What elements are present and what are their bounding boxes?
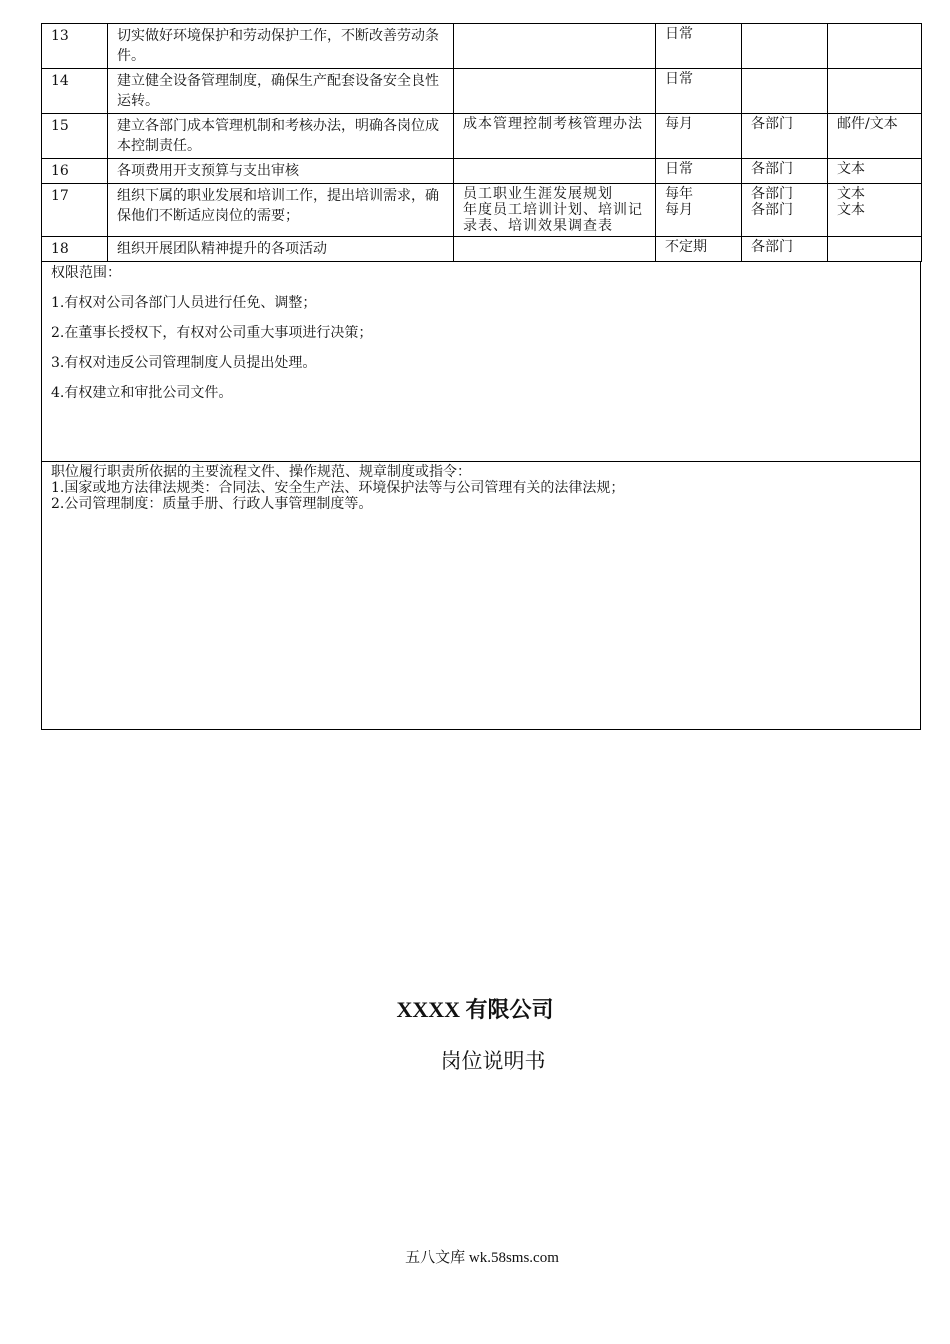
authority-item: 4.有权建立和审批公司文件。: [51, 385, 233, 401]
related-document: [454, 184, 656, 237]
row-number: 16: [42, 159, 108, 184]
table-row: [42, 69, 922, 114]
authority-item: 2.在董事长授权下，有权对公司重大事项进行决策；: [51, 325, 373, 341]
output-form-line: 文本: [837, 161, 865, 177]
department: [742, 114, 828, 159]
frequency: [656, 237, 742, 262]
duty-description: 组织开展团队精神提升的各项活动: [108, 237, 454, 262]
table-row: [42, 114, 922, 159]
frequency: [656, 24, 742, 69]
department: [742, 69, 828, 114]
output-form: [828, 24, 922, 69]
row-number: 17: [42, 184, 108, 237]
frequency-line: 日常: [665, 26, 693, 42]
authority-title: 权限范围：: [51, 265, 121, 281]
department-line: 各部门: [751, 186, 793, 202]
frequency-line: 不定期: [665, 239, 707, 255]
duty-description: 建立健全设备管理制度，确保生产配套设备安全良性运转。: [108, 69, 454, 114]
related-document: [454, 237, 656, 262]
row-number: 13: [42, 24, 108, 69]
table-row: [42, 24, 922, 69]
row-number: 14: [42, 69, 108, 114]
related-document: [454, 114, 656, 159]
related-document: [454, 159, 656, 184]
duties-table: [41, 23, 922, 262]
table-row: [42, 184, 922, 237]
document-title: 岗位说明书: [440, 1049, 546, 1073]
frequency-line: 日常: [665, 161, 693, 177]
output-form: [828, 159, 922, 184]
duty-description: 建立各部门成本管理机制和考核办法，明确各岗位成本控制责任。: [108, 114, 454, 159]
department: [742, 184, 828, 237]
related-document: [454, 69, 656, 114]
duty-sheet: [41, 23, 921, 730]
output-form-line: 文本: [837, 202, 865, 218]
basis-title: 职位履行职责所依据的主要流程文件、操作规范、规章制度或指令：: [51, 464, 471, 480]
table-row: [42, 237, 922, 262]
department-line: 各部门: [751, 202, 793, 218]
row-number: 18: [42, 237, 108, 262]
duty-description: 各项费用开支预算与支出审核: [108, 159, 454, 184]
footer-watermark: 五八文库 wk.58sms.com: [405, 1250, 559, 1266]
row-number: 15: [42, 114, 108, 159]
frequency-line: 每月: [665, 116, 693, 132]
frequency: [656, 159, 742, 184]
frequency: [656, 114, 742, 159]
output-form: [828, 184, 922, 237]
frequency-line: 每年: [665, 186, 693, 202]
authority-item: 3.有权对违反公司管理制度人员提出处理。: [51, 355, 317, 371]
authority-section: [41, 262, 921, 462]
basis-item: 1.国家或地方法律法规类：合同法、安全生产法、环境保护法等与公司管理有关的法律法规；: [51, 480, 625, 496]
duty-description: 切实做好环境保护和劳动保护工作，不断改善劳动条件。: [108, 24, 454, 69]
department-line: 各部门: [751, 161, 793, 177]
basis-item: 2.公司管理制度：质量手册、行政人事管理制度等。: [51, 496, 373, 512]
frequency-line: 日常: [665, 71, 693, 87]
authority-item: 1.有权对公司各部门人员进行任免、调整；: [51, 295, 317, 311]
output-form-line: 文本: [837, 186, 865, 202]
department: [742, 24, 828, 69]
output-form-line: 邮件/文本: [837, 116, 898, 132]
related-document-line: 成本管理控制考核管理办法: [463, 116, 643, 132]
department-line: 各部门: [751, 116, 793, 132]
output-form: [828, 69, 922, 114]
basis-section: [41, 462, 921, 730]
output-form: [828, 114, 922, 159]
company-name: XXXX 有限公司: [396, 997, 554, 1022]
frequency-line: 每月: [665, 202, 693, 218]
related-document: [454, 24, 656, 69]
department: [742, 159, 828, 184]
department-line: 各部门: [751, 239, 793, 255]
frequency: [656, 69, 742, 114]
table-row: [42, 159, 922, 184]
department: [742, 237, 828, 262]
output-form: [828, 237, 922, 262]
related-document-line: 年度员工培训计划、培训记录表、培训效果调查表: [463, 202, 643, 234]
frequency: [656, 184, 742, 237]
duty-description: 组织下属的职业发展和培训工作，提出培训需求，确保他们不断适应岗位的需要；: [108, 184, 454, 237]
duties-table-body: [42, 24, 922, 262]
related-document-line: 员工职业生涯发展规划: [463, 186, 613, 202]
